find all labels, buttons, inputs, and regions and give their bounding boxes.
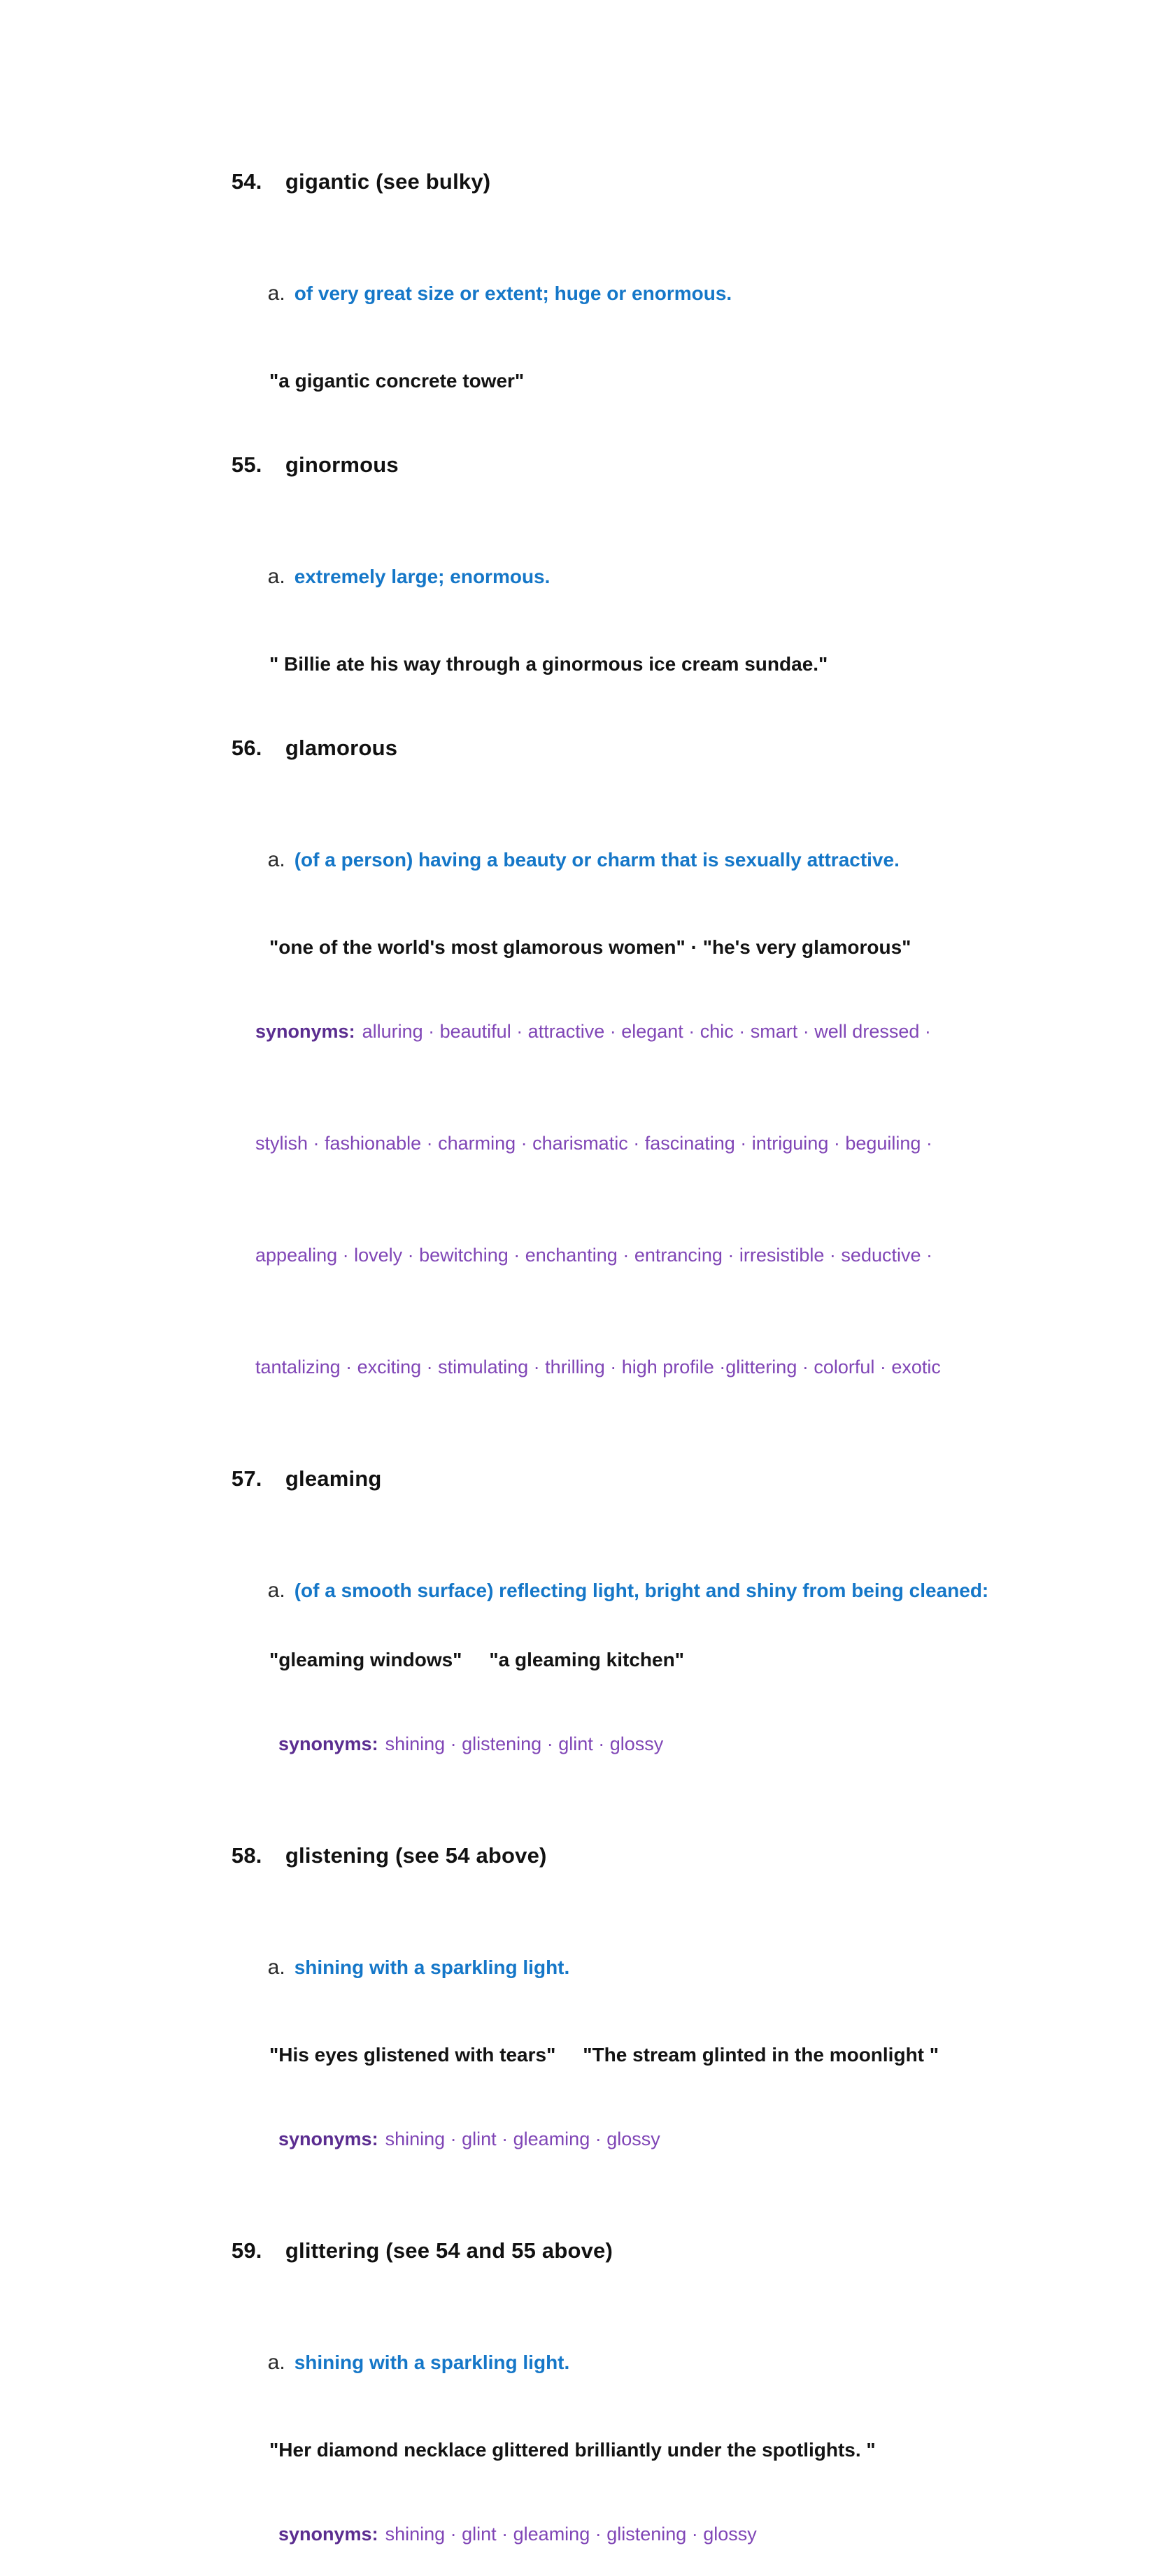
- example-text: "gleaming windows" "a gleaming kitchen": [269, 1649, 684, 1670]
- sense-letter: a.: [267, 1956, 285, 1979]
- entry-heading: [194, 1437, 1034, 1521]
- example-text: "His eyes glistened with tears" "The stream glinted in the moonlight ": [269, 2044, 939, 2066]
- entry-headword: glistening (see 54 above): [285, 1843, 547, 1868]
- entry-number: 56.: [231, 736, 262, 760]
- example-text: " Billie ate his way through a ginormous ice cream sundae.": [269, 653, 828, 675]
- entry-headword: glittering (see 54 and 55 above): [285, 2238, 613, 2263]
- sense-letter: a.: [267, 565, 285, 588]
- entry-number: 55.: [231, 452, 262, 477]
- entry-heading: [194, 1814, 1034, 1898]
- sense-letter: a.: [267, 1579, 285, 1602]
- entry-54: [194, 140, 1034, 395]
- entry-number: 58.: [231, 1843, 262, 1868]
- definition-text: shining with a sparkling light.: [294, 2352, 570, 2373]
- entry-heading: [194, 423, 1034, 507]
- example-text: "a gigantic concrete tower": [269, 370, 525, 392]
- synonyms-row: [247, 2492, 1034, 2576]
- synonyms-row: [224, 1101, 1034, 1185]
- example-text: "Her diamond necklace glittered brilliantly under the spotlights. ": [269, 2439, 876, 2461]
- definition-text: (of a person) having a beauty or charm that is sexually attractive.: [294, 849, 900, 871]
- synonyms-row: [247, 2097, 1034, 2181]
- synonyms-text: tantalizing · exciting · stimulating · thrilling · high profile ·glittering · colorful · exotic: [255, 1357, 941, 1378]
- entry-55: [194, 423, 1034, 678]
- entry-heading: [194, 140, 1034, 224]
- synonyms-label: synonyms:: [278, 2524, 378, 2545]
- entry-number: 54.: [231, 169, 262, 194]
- definition-text: extremely large; enormous.: [294, 566, 551, 587]
- entry-number: 59.: [231, 2238, 262, 2263]
- entry-number: 57.: [231, 1466, 262, 1491]
- definition-text: shining with a sparkling light.: [294, 1956, 570, 1978]
- synonyms-text: stylish · fashionable · charming · charismatic · fascinating · intriguing · beguiling ·: [255, 1133, 932, 1154]
- entry-59: [194, 2209, 1034, 2576]
- synonyms-row: [224, 1213, 1034, 1297]
- entry-definition-row: [249, 1549, 1034, 1636]
- synonyms-row: [224, 989, 1034, 1073]
- entry-definition-row: [249, 818, 1034, 906]
- synonyms-label: synonyms:: [255, 1021, 355, 1042]
- entry-58: [194, 1814, 1034, 2181]
- entry-definition-row: [249, 1926, 1034, 2013]
- entry-57: [194, 1437, 1034, 1786]
- synonyms-row: [247, 1702, 1034, 1786]
- entry-definition-row: [249, 2321, 1034, 2408]
- synonyms-text: shining · glistening · glint · glossy: [385, 1733, 664, 1754]
- entry-heading: [194, 706, 1034, 790]
- synonyms-label: synonyms:: [278, 2128, 378, 2149]
- synonyms-text: shining · glint · gleaming · glossy: [385, 2128, 660, 2149]
- entry-definition-row: [249, 535, 1034, 622]
- synonyms-row: [224, 1325, 1034, 1409]
- sense-letter: a.: [267, 848, 285, 871]
- entry-headword: ginormous: [285, 452, 399, 477]
- synonyms-label: synonyms:: [278, 1733, 378, 1754]
- entry-headword: gleaming: [285, 1466, 382, 1491]
- synonyms-text: shining · glint · gleaming · glistening · glossy: [385, 2524, 757, 2545]
- example-text: "one of the world's most glamorous women" · "he's very glamorous": [269, 936, 911, 958]
- definition-text: of very great size or extent; huge or enormous.: [294, 282, 732, 304]
- entry-definition-row: [249, 252, 1034, 339]
- definition-text: (of a smooth surface) reflecting light, bright and shiny from being cleaned:: [294, 1580, 989, 1601]
- sense-letter: a.: [267, 2351, 285, 2374]
- synonyms-text: alluring · beautiful · attractive · elegant · chic · smart · well dressed ·: [362, 1021, 931, 1042]
- entry-heading: [194, 2209, 1034, 2293]
- entry-headword: glamorous: [285, 736, 398, 760]
- sense-letter: a.: [267, 282, 285, 305]
- entry-headword: gigantic (see bulky): [285, 169, 491, 194]
- entry-56: [194, 706, 1034, 1409]
- synonyms-text: appealing · lovely · bewitching · enchanting · entrancing · irresistible · seductive ·: [255, 1245, 932, 1266]
